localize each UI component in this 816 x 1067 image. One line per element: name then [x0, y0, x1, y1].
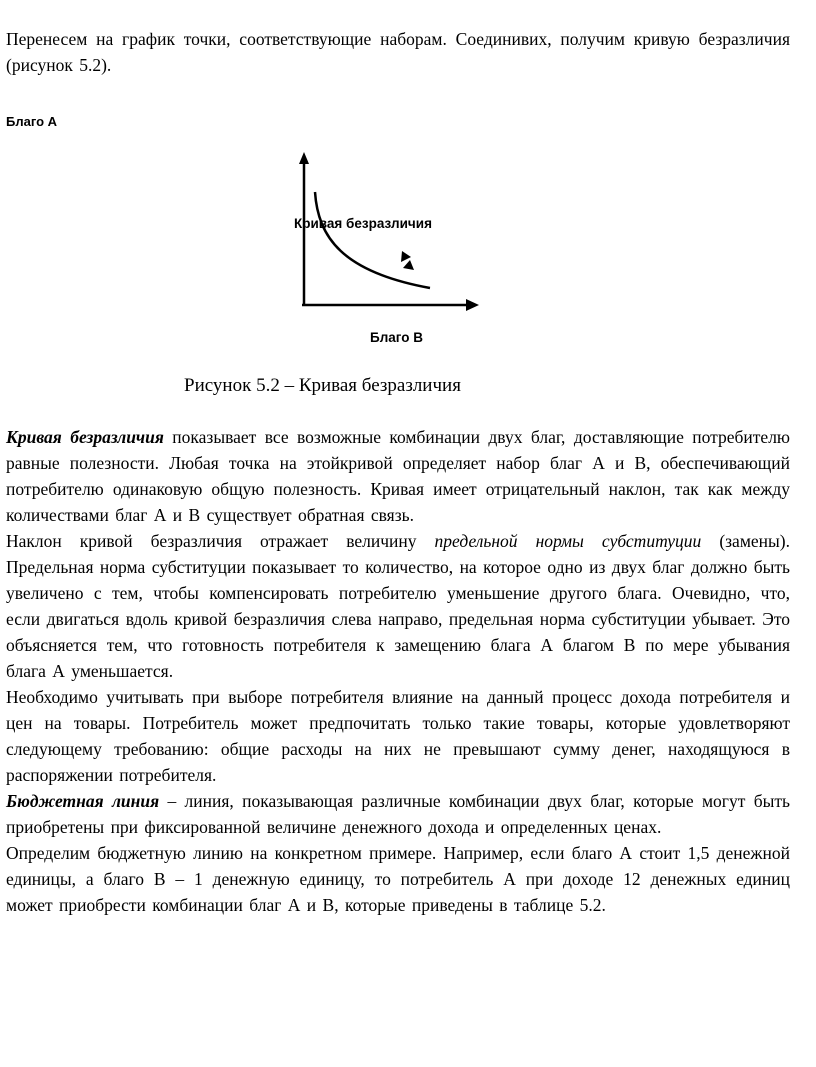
paragraph-indifference-text: показывает все возможные комбинации двух благ, доставляющие потребителю равные полезности. Любая точка на этойкривой определяет набор благ А и В, обеспечивающий потребителю одинаковую общую полезность. Кривая имеет отрицательный наклон, так как между количествами благ А и В существует обратная связь. [6, 427, 791, 525]
y-axis-arrow-icon [299, 152, 309, 164]
indifference-curve [315, 192, 430, 288]
paragraph-intro: Перенесем на график точки, соответствующие наборам. Соединивих, получим кривую безразличия (рисунок 5.2). [6, 29, 790, 75]
paragraph-indifference-definition [6, 424, 790, 528]
y-axis-label: Благо А [6, 114, 58, 129]
paragraph-slope [6, 528, 790, 684]
term-indifference-curve: Кривая безразличия [6, 427, 164, 447]
curve-arrow-markers-icon [401, 251, 414, 270]
paragraph-budget-example: Определим бюджетную линию на конкретном примере. Например, если благо А стоит 1,5 денежной единицы, а благо В – 1 денежную единицу, то потребитель А при доходе 12 денежных единиц может приобрести комбинации благ А и В, которые приведены в таблице 5.2. [6, 843, 790, 915]
paragraph-slope-post: (замены). Предельная норма субституции показывает то количество, на которое одно из двух благ должно быть увеличено с тем, чтобы компенсировать потребителю уменьшение другого блага. Очевидно, что, если двигаться вдоль кривой безразличия слева направо, предельная норма субституции убывает. Это объясняется тем, что готовность потребителя к замещению блага А благом В по мере убывания блага А уменьшается. [6, 531, 790, 681]
x-axis-arrow-icon [466, 299, 479, 311]
paragraph-slope-pre: Наклон кривой безразличия отражает величину [6, 531, 435, 551]
indifference-curve-chart [292, 152, 492, 350]
figure-caption: Рисунок 5.2 – Кривая безразличия [184, 375, 461, 396]
curve-label: Кривая безразличия [294, 216, 432, 231]
paragraph-budget-line-definition [6, 788, 790, 840]
paragraph-consumer-constraints: Необходимо учитывать при выборе потребителя влияние на данный процесс дохода потребителя и цен на товары. Потребитель может предпочитать только такие товары, которые удовлетворяют следующему требованию: общие расходы на них не превышают сумму денег, находящуюся в распоряжении потребителя. [6, 687, 790, 785]
x-axis-label: Благо В [370, 330, 423, 345]
term-budget-line: Бюджетная линия [6, 791, 160, 811]
term-marginal-rate-substitution: предельной нормы субституции [434, 531, 702, 551]
figure-5-2 [6, 114, 790, 398]
paragraph-budget-line-text: – линия, показывающая различные комбинации двух благ, которые могут быть приобретены при фиксированной величине денежного дохода и определенных ценах. [6, 791, 790, 837]
